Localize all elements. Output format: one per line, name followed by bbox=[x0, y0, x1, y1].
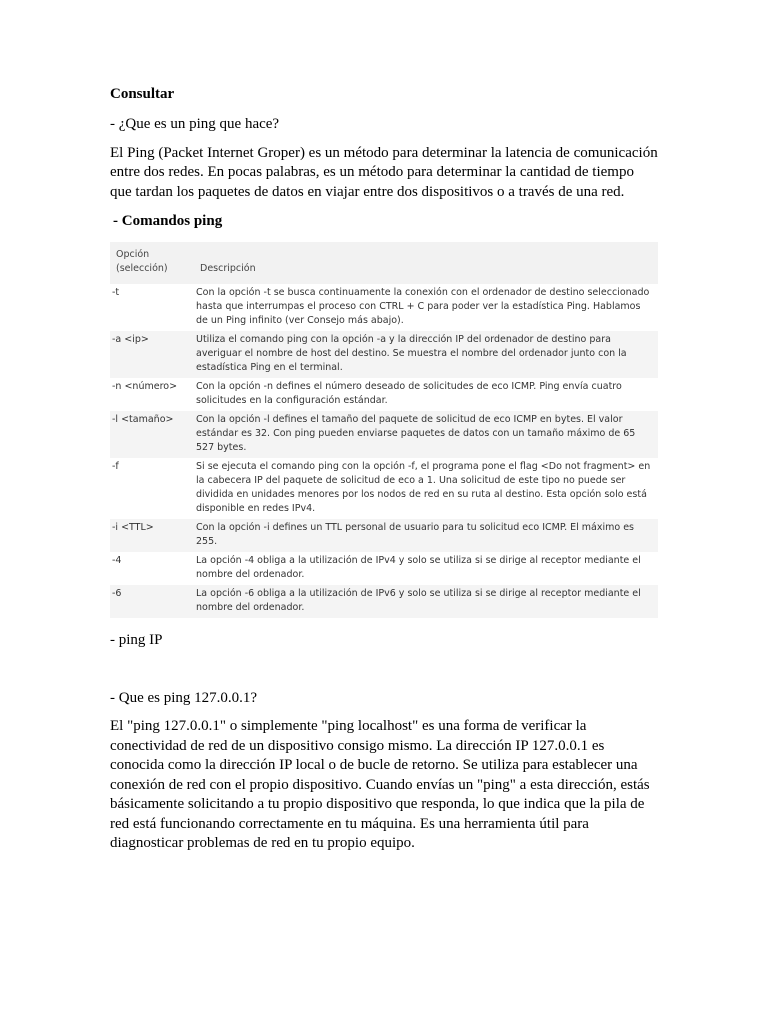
option-cell: -f bbox=[112, 461, 119, 472]
section-commands-heading: - Comandos ping bbox=[113, 213, 223, 229]
ping-options-table bbox=[110, 242, 658, 618]
description-cell: Con la opción -n defines el número deseado de solicitudes de eco ICMP. Ping envía cuatro solicitudes en la configuración estándar. bbox=[196, 381, 622, 406]
description-cell: Con la opción -l defines el tamaño del paquete de solicitud de eco ICMP en bytes. El valor estándar es 32. Con ping pueden enviarse paquetes de datos con un tamaño máximo de 65 527 bytes. bbox=[194, 411, 658, 458]
document-page bbox=[110, 84, 658, 854]
option-cell: -l <tamaño> bbox=[110, 411, 194, 458]
table-row bbox=[110, 519, 658, 552]
header-description: Descripción bbox=[194, 242, 658, 284]
description-cell: Con la opción -t se busca continuamente la conexión con el ordenador de destino seleccionado hasta que interrumpas el proceso con CTRL + C para poder ver la estadística Ping. Hablamos de un Ping infinito (ver Consejo más abajo). bbox=[196, 287, 650, 326]
answer-ping: El Ping (Packet Internet Groper) es un método para determinar la latencia de comunicación entre dos redes. En pocas palabras, es un método para determinar la cantidad de tiempo que tardan los paquetes de datos en viajar entre dos dispositivos o a través de una red. bbox=[110, 144, 658, 200]
option-cell: -4 bbox=[112, 555, 122, 566]
option-cell: -i <TTL> bbox=[110, 519, 194, 552]
table-row bbox=[110, 411, 658, 458]
description-cell: Con la opción -i defines un TTL personal de usuario para tu solicitud eco ICMP. El máximo es 255. bbox=[194, 519, 658, 552]
option-cell: -a <ip> bbox=[110, 331, 194, 378]
section-ping-ip-heading: - ping IP bbox=[110, 632, 163, 648]
question-localhost: - Que es ping 127.0.0.1? bbox=[110, 689, 258, 706]
description-cell: Si se ejecuta el comando ping con la opción -f, el programa pone el flag <Do not fragment> en la cabecera IP del paquete de solicitud de eco a 1. Una solicitud de este tipo no puede ser dividida en unidades menores por los nodos de red en su ruta al destino. Esta opción solo está disponible en redes IPv4. bbox=[196, 461, 651, 514]
table-row bbox=[110, 585, 658, 618]
table-row bbox=[110, 331, 658, 378]
header-option-line1: Opción bbox=[116, 249, 150, 260]
header-option-line2: (selección) bbox=[116, 263, 168, 274]
document-title: Consultar bbox=[110, 86, 175, 102]
table-header-row bbox=[110, 242, 658, 284]
description-cell: La opción -4 obliga a la utilización de IPv4 y solo se utiliza si se dirige al receptor mediante el nombre del ordenador. bbox=[196, 555, 641, 580]
header-option bbox=[110, 242, 194, 284]
table-row bbox=[110, 552, 658, 585]
answer-localhost: El "ping 127.0.0.1" o simplemente "ping localhost" es una forma de verificar la conectividad de red de un dispositivo consigo mismo. La dirección IP 127.0.0.1 es conocida como la dirección IP local o de bucle de retorno. Se utiliza para establecer una conexión de red con el propio dispositivo. Cuando envías un "ping" a esta dirección, estás básicamente solicitando a tu propio dispositivo que responda, lo que indica que la pila de red está funcionando correctamente en tu máquina. Es una herramienta útil para diagnosticar problemas de red en tu propio equipo. bbox=[110, 718, 650, 851]
option-cell: -t bbox=[112, 287, 120, 298]
option-cell: -n <número> bbox=[112, 381, 178, 392]
table-row bbox=[110, 284, 658, 331]
description-cell: Utiliza el comando ping con la opción -a y la dirección IP del ordenador de destino para averiguar el nombre de host del destino. Se muestra el nombre del ordenador junto con la estadística Ping en el terminal. bbox=[194, 331, 658, 378]
option-cell: -6 bbox=[110, 585, 194, 618]
table-row bbox=[110, 458, 658, 519]
description-cell: La opción -6 obliga a la utilización de IPv6 y solo se utiliza si se dirige al receptor mediante el nombre del ordenador. bbox=[194, 585, 658, 618]
table-row bbox=[110, 378, 658, 411]
question-ping: - ¿Que es un ping que hace? bbox=[110, 116, 280, 132]
